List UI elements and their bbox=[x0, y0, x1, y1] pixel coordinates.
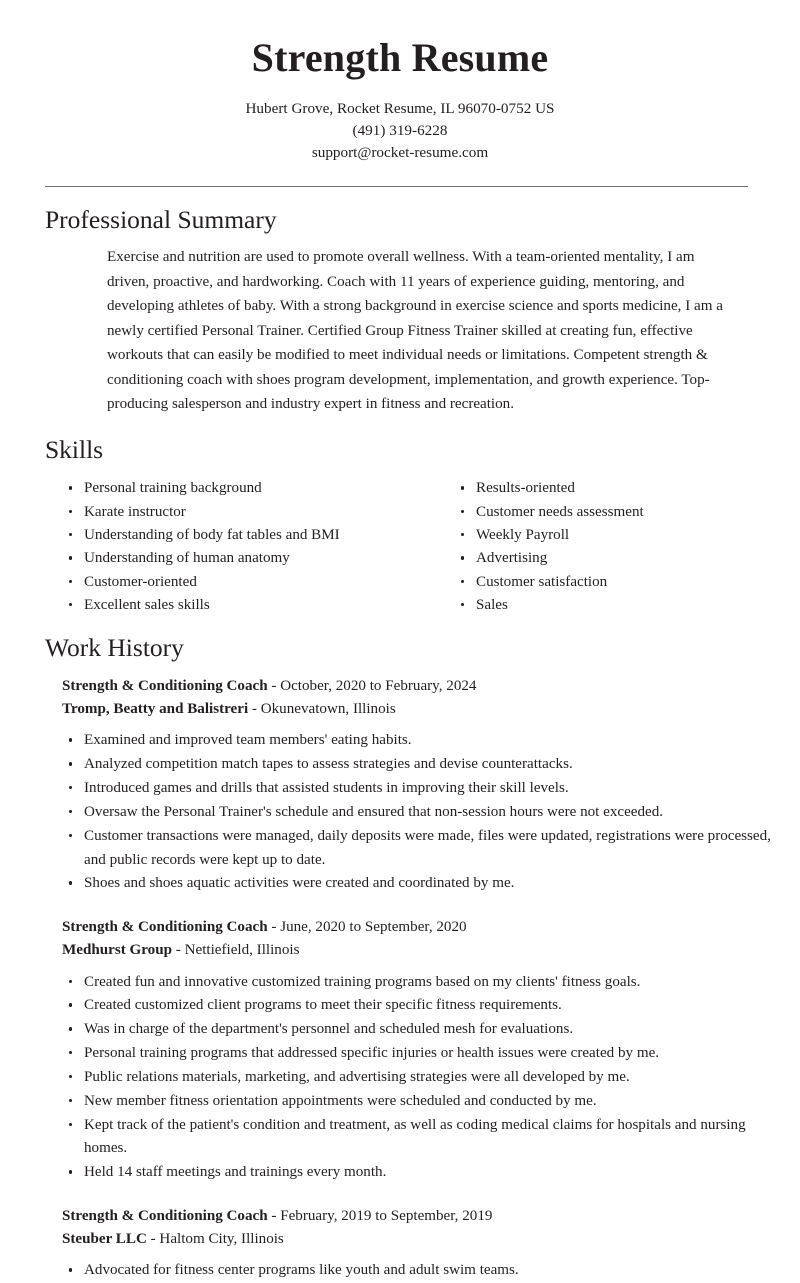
job-separator: - bbox=[146, 1230, 160, 1247]
job-separator: - bbox=[248, 700, 261, 717]
job-company-line bbox=[62, 939, 800, 962]
job-dates: February, 2019 to September, 2019 bbox=[280, 1208, 493, 1225]
job-separator: - bbox=[267, 919, 281, 936]
contact-address: Hubert Grove, Rocket Resume, IL 96070-0752 US bbox=[245, 99, 555, 117]
job-dates: October, 2020 to February, 2024 bbox=[280, 678, 477, 695]
job-position: Strength & Conditioning Coach bbox=[62, 1208, 268, 1225]
job-responsibility-item: Introduced games and drills that assisted students in improving their skill levels. bbox=[62, 777, 800, 801]
summary-text: Exercise and nutrition are used to promote overall wellness. With a team-oriented mentality, I am driven, proactive, and hardworking. Coach with 11 years of experience guiding, mentoring, and developing athletes of baby. With a strong background in exercise science and sports medicine, I am a newly certified Personal Trainer. Certified Group Fitness Trainer skilled at creating fun, effective workouts that can easily be modified to meet individual needs or limitations. Competent strength & conditioning coach with shoes program development, implementation, and growth experience. Top-producing salesperson and industry expert in fitness and recreation. bbox=[107, 249, 723, 413]
job-position-line bbox=[62, 916, 800, 939]
job-company-line bbox=[62, 698, 800, 721]
header-divider bbox=[45, 186, 748, 187]
job-separator: - bbox=[172, 941, 185, 958]
skill-item: Customer needs assessment bbox=[454, 501, 800, 524]
skill-item: Karate instructor bbox=[62, 501, 431, 524]
job-company-line bbox=[62, 1228, 800, 1251]
section-work-history bbox=[0, 633, 800, 664]
contact-phone: (491) 319-6228 bbox=[352, 121, 448, 139]
job-location: Nettiefield, Illinois bbox=[184, 941, 300, 958]
resume-header bbox=[0, 0, 800, 164]
section-skills bbox=[0, 435, 800, 466]
job-responsibility-list bbox=[62, 1259, 800, 1283]
job-responsibility-item: Held 14 staff meetings and trainings every month. bbox=[62, 1161, 800, 1185]
job-responsibility-item: Was in charge of the department's personnel and scheduled mesh for evaluations. bbox=[62, 1018, 800, 1042]
work-history-list bbox=[0, 675, 800, 1283]
job-responsibility-item: Advocated for fitness center programs like youth and adult swim teams. bbox=[62, 1259, 800, 1283]
skills-list-left bbox=[62, 477, 431, 617]
skill-item: Understanding of human anatomy bbox=[62, 547, 431, 570]
work-history-entry bbox=[62, 675, 800, 896]
job-responsibility-item: Personal training programs that addressed specific injuries or health issues were created by me. bbox=[62, 1042, 800, 1066]
contact-email: support@rocket-resume.com bbox=[311, 143, 489, 161]
job-responsibility-item: Customer transactions were managed, daily deposits were made, files were updated, registrations were processed, and public records were kept up to date. bbox=[62, 825, 800, 873]
skill-item: Excellent sales skills bbox=[62, 594, 431, 617]
section-title-skills: Skills bbox=[45, 434, 104, 464]
work-history-entry bbox=[62, 1205, 800, 1283]
skill-item: Weekly Payroll bbox=[454, 524, 800, 547]
skill-item: Customer satisfaction bbox=[454, 571, 800, 594]
job-company: Tromp, Beatty and Balistreri bbox=[62, 700, 249, 717]
job-responsibility-list bbox=[62, 971, 800, 1186]
job-responsibility-item: New member fitness orientation appointments were scheduled and conducted by me. bbox=[62, 1090, 800, 1114]
job-company: Medhurst Group bbox=[62, 941, 173, 958]
job-responsibility-item: Kept track of the patient's condition and treatment, as well as coding medical claims for hospitals and nursing homes. bbox=[62, 1114, 800, 1162]
work-history-entry bbox=[62, 916, 800, 1185]
job-responsibility-item: Oversaw the Personal Trainer's schedule and ensured that non-session hours were not exceeded. bbox=[62, 801, 800, 825]
job-responsibility-item: Analyzed competition match tapes to assess strategies and devise counterattacks. bbox=[62, 753, 800, 777]
job-position: Strength & Conditioning Coach bbox=[62, 678, 268, 695]
skill-item: Understanding of body fat tables and BMI bbox=[62, 524, 431, 547]
skill-item: Personal training background bbox=[62, 477, 431, 500]
job-responsibility-item: Created customized client programs to meet their specific fitness requirements. bbox=[62, 994, 800, 1018]
skill-item: Results-oriented bbox=[454, 477, 800, 500]
skill-item: Sales bbox=[454, 594, 800, 617]
job-responsibility-item: Created fun and innovative customized training programs based on my clients' fitness goals. bbox=[62, 971, 800, 995]
job-dates: June, 2020 to September, 2020 bbox=[280, 919, 467, 936]
job-separator: - bbox=[267, 1208, 281, 1225]
job-position-line bbox=[62, 1205, 800, 1228]
job-responsibility-item: Public relations materials, marketing, and advertising strategies were all developed by me. bbox=[62, 1066, 800, 1090]
job-responsibility-item: Shoes and shoes aquatic activities were created and coordinated by me. bbox=[62, 872, 800, 896]
skill-item: Customer-oriented bbox=[62, 571, 431, 594]
job-responsibility-item: Examined and improved team members' eating habits. bbox=[62, 729, 800, 753]
section-title-summary: Professional Summary bbox=[45, 204, 277, 234]
job-location: Okunevatown, Illinois bbox=[260, 700, 396, 717]
section-title-work: Work History bbox=[45, 633, 184, 663]
skills-column-left bbox=[62, 477, 431, 617]
job-responsibility-list bbox=[62, 729, 800, 896]
skills-list-right bbox=[454, 477, 800, 617]
job-separator: - bbox=[267, 678, 281, 695]
skills-column-right bbox=[431, 477, 800, 617]
skills-columns bbox=[0, 477, 800, 617]
job-company: Steuber LLC bbox=[62, 1230, 147, 1247]
skill-item: Advertising bbox=[454, 547, 800, 570]
section-professional-summary bbox=[0, 205, 800, 417]
page-title: Strength Resume bbox=[251, 35, 549, 80]
job-location: Haltom City, Illinois bbox=[159, 1230, 284, 1247]
job-position: Strength & Conditioning Coach bbox=[62, 919, 268, 936]
job-position-line bbox=[62, 675, 800, 698]
